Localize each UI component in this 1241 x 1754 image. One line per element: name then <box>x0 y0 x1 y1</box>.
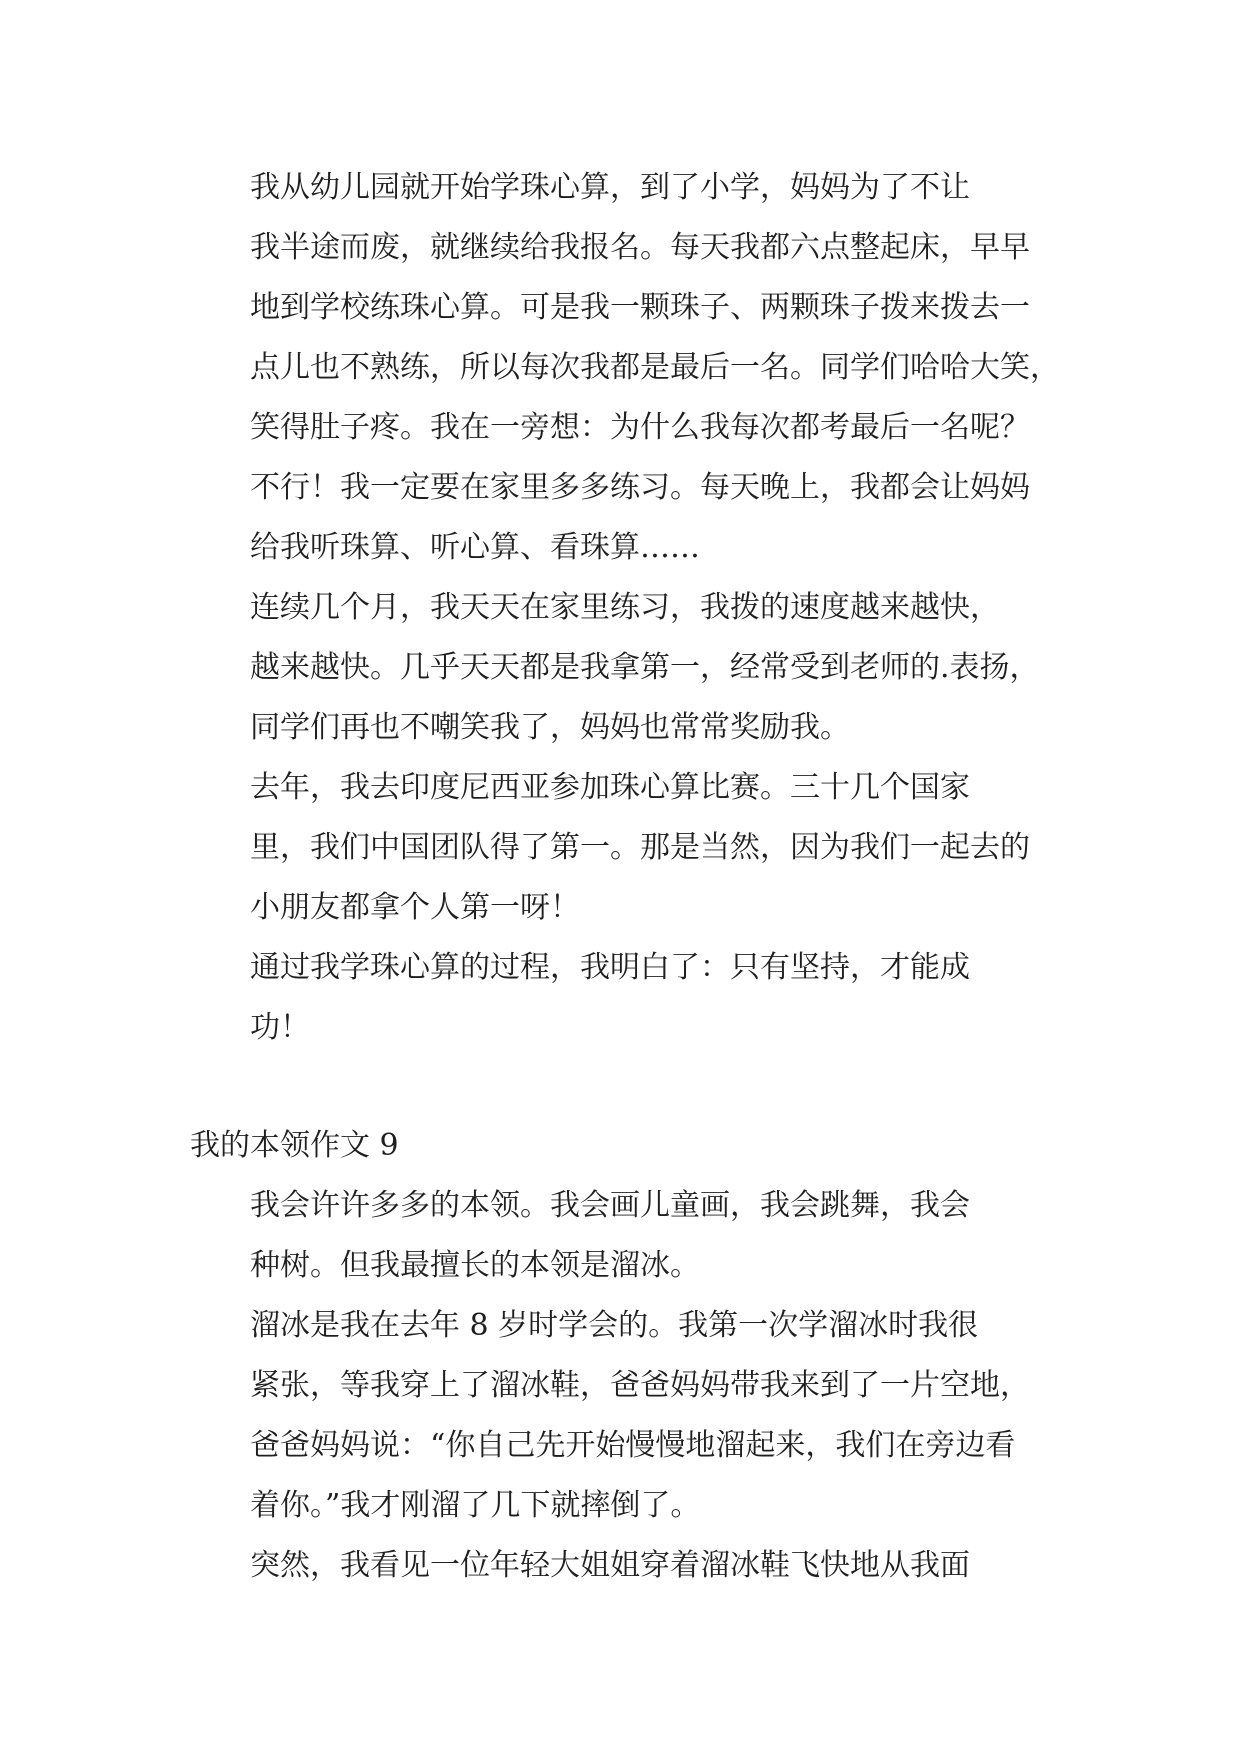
text-line: 通过我学珠心算的过程，我明白了：只有坚持，才能成 <box>250 950 970 985</box>
text-line: 功！ <box>250 1010 310 1045</box>
text-line: 笑得肚子疼。我在一旁想：为什么我每次都考最后一名呢？ <box>250 410 1030 445</box>
text-line: 紧张，等我穿上了溜冰鞋，爸爸妈妈带我来到了一片空地， <box>250 1368 1030 1403</box>
paragraph-conclusion <box>190 938 1056 1058</box>
paragraph-skating-start <box>190 1296 1056 1536</box>
text-line: 溜冰是我在去年 8 岁时学会的。我第一次学溜冰时我很 <box>250 1308 979 1343</box>
text-line: 连续几个月，我天天在家里练习，我拨的速度越来越快， <box>250 590 1000 625</box>
document-page <box>190 158 1060 1596</box>
paragraph-skills-intro <box>190 1176 1056 1296</box>
text-line: 去年，我去印度尼西亚参加珠心算比赛。三十几个国家 <box>250 770 970 805</box>
text-line: 小朋友都拿个人第一呀！ <box>250 890 580 925</box>
text-line: 着你。”我才刚溜了几下就摔倒了。 <box>250 1488 701 1523</box>
text-line: 点儿也不熟练，所以每次我都是最后一名。同学们哈哈大笑， <box>250 350 1060 385</box>
text-line: 给我听珠算、听心算、看珠算…… <box>250 530 700 565</box>
text-line: 同学们再也不嘲笑我了，妈妈也常常奖励我。 <box>250 710 850 745</box>
text-line: 越来越快。几乎天天都是我拿第一，经常受到老师的.表扬， <box>250 650 1040 685</box>
paragraph-abacus-practice <box>190 158 1060 578</box>
text-line: 爸爸妈妈说：“你自己先开始慢慢地溜起来，我们在旁边看 <box>250 1428 1016 1463</box>
text-line: 种树。但我最擅长的本领是溜冰。 <box>250 1248 700 1283</box>
paragraph-skating-continued <box>190 1536 1056 1596</box>
text-line: 里，我们中国团队得了第一。那是当然，因为我们一起去的 <box>250 830 1030 865</box>
text-line: 我会许许多多的本领。我会画儿童画，我会跳舞，我会 <box>250 1188 970 1223</box>
paragraph-improvement <box>190 578 1056 758</box>
section-title: 我的本领作文 9 <box>190 1128 399 1163</box>
text-line: 突然，我看见一位年轻大姐姐穿着溜冰鞋飞快地从我面 <box>250 1548 970 1583</box>
text-line: 我半途而废，就继续给我报名。每天我都六点整起床，早早 <box>250 230 1030 265</box>
paragraph-competition <box>190 758 1056 938</box>
text-line: 我从幼儿园就开始学珠心算，到了小学，妈妈为了不让 <box>250 170 970 205</box>
text-line: 不行！我一定要在家里多多练习。每天晚上，我都会让妈妈 <box>250 470 1030 505</box>
text-line: 地到学校练珠心算。可是我一颗珠子、两颗珠子拨来拨去一 <box>250 290 1030 325</box>
